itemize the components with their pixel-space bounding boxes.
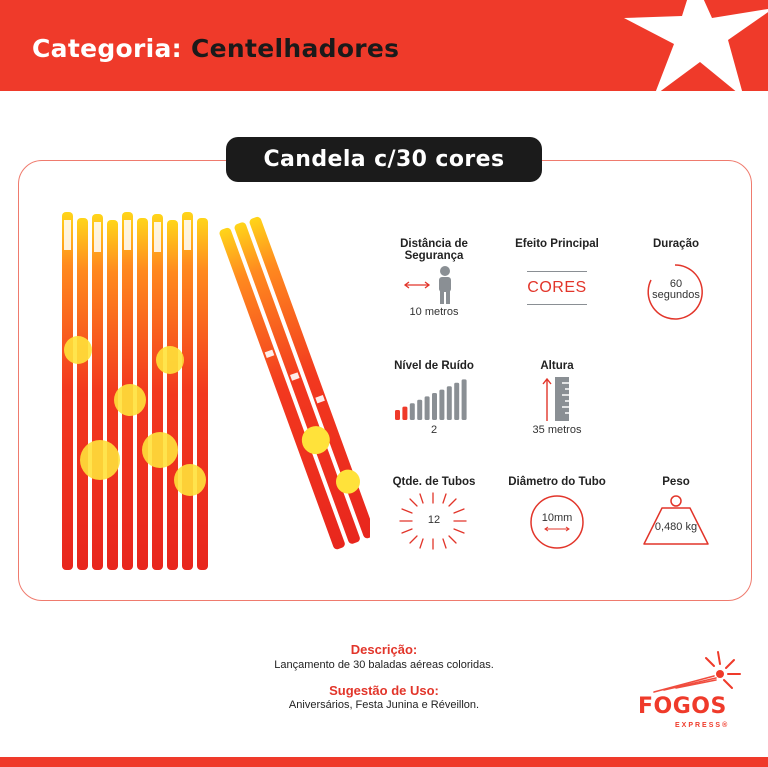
suggestion-text: Aniversários, Festa Junina e Réveillon.: [288, 699, 480, 711]
spec-weight-value: 0,480 kg: [654, 521, 698, 533]
spec-effect-label: Efeito Principal: [515, 238, 599, 250]
spec-height-label: Altura: [540, 360, 574, 372]
category-value: Centelhadores: [190, 34, 400, 63]
description-text: Lançamento de 30 baladas aéreas coloridas.: [274, 659, 494, 671]
spec-diameter-value-wrap: [497, 512, 617, 524]
spec-noise: [374, 360, 494, 372]
spec-height-value: 35 metros: [532, 424, 582, 436]
bottom-bar: [0, 757, 768, 767]
category-label: Categoria:: [32, 34, 182, 63]
spec-duration: [616, 238, 736, 250]
noise-bar: [432, 393, 437, 420]
noise-bar: [410, 403, 415, 420]
person-distance-icon: [403, 265, 459, 305]
noise-bar: [454, 383, 459, 420]
spec-duration-value-2: segundos: [652, 289, 700, 301]
spec-noise-value: 2: [430, 424, 438, 436]
spec-diameter-label: Diâmetro do Tubo: [508, 476, 606, 488]
spec-duration-value-wrap: [616, 279, 736, 301]
spec-diameter-value: 10mm: [541, 512, 573, 524]
candle-tubes-image: [50, 200, 370, 570]
spec-distance-label-1: Distância de: [400, 238, 468, 250]
noise-level-icon: [393, 376, 473, 420]
header-banner: [0, 0, 768, 91]
firework-logo-icon: [634, 648, 754, 733]
brand-sub: EXPRESS®: [675, 722, 730, 729]
spec-distance: [374, 238, 494, 262]
spec-duration-value-1: 60: [669, 278, 683, 290]
category-title: [32, 34, 399, 63]
spec-tubes-value: 12: [427, 514, 441, 526]
noise-bar: [447, 386, 452, 420]
spec-weight-value-wrap: [616, 521, 736, 533]
noise-bar: [402, 407, 407, 420]
spec-tubes-label: Qtde. de Tubos: [392, 476, 476, 488]
spec-duration-label: Duração: [652, 238, 700, 250]
spec-tubes-value-wrap: [374, 514, 494, 526]
height-ruler-icon: [540, 376, 572, 422]
spec-effect-box: [527, 271, 587, 305]
spec-effect: [497, 238, 617, 250]
spec-weight: [616, 476, 736, 488]
spec-distance-value-wrap: [374, 306, 494, 318]
brand-name: FOGOS: [638, 694, 727, 719]
product-name: Candela c/30 cores: [226, 137, 542, 182]
spec-height: [497, 360, 617, 372]
spec-distance-label-2: Segurança: [404, 250, 464, 262]
noise-bar: [425, 396, 430, 420]
spec-distance-value: 10 metros: [409, 306, 459, 318]
spec-tubes: [374, 476, 494, 488]
spec-diameter: [497, 476, 617, 488]
spec-weight-label: Peso: [662, 476, 690, 488]
suggestion-title: Sugestão de Uso:: [329, 683, 439, 698]
star-icon: [624, 0, 768, 91]
weight-icon: [640, 494, 712, 546]
spec-effect-value: CORES: [527, 279, 587, 296]
spec-noise-value-wrap: [374, 424, 494, 436]
noise-bar: [439, 390, 444, 420]
noise-bar: [417, 400, 422, 420]
description-title: Descrição:: [350, 642, 418, 657]
noise-bar: [462, 379, 467, 420]
spec-noise-label: Nível de Ruído: [394, 360, 474, 372]
spec-height-value-wrap: [497, 424, 617, 436]
noise-bar: [395, 410, 400, 420]
